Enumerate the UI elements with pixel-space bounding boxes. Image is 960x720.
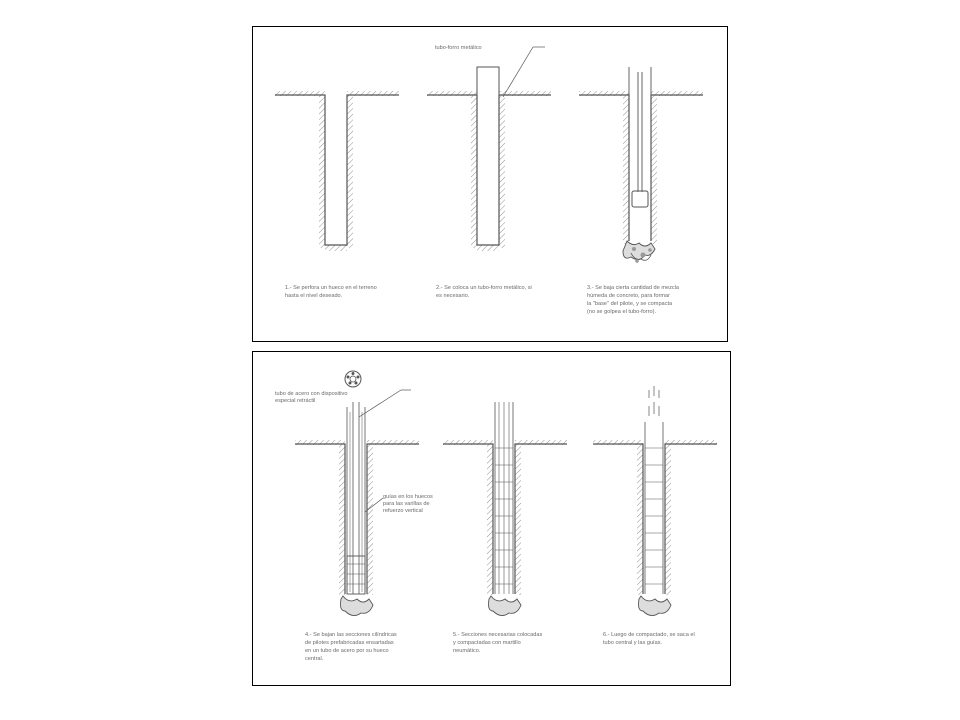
bottom-diagram [253,352,732,687]
step1-hole-drawing [275,91,399,251]
step5-caption-line2: y compactadas con martillo [453,640,521,646]
label-guides-line2: para las varillas de [383,501,430,507]
step2-casing-drawing [427,47,551,251]
label-tube-line2: especial retráctil [275,398,316,404]
top-panel [252,26,728,342]
step1-caption-line2: hasta el nivel deseado. [285,293,343,299]
step6-caption-line2: tubo central y las guías. [603,640,663,646]
step2-caption-line2: es necesario. [436,293,470,299]
step3-caption-line2: húmeda de concreto, para formar [587,293,671,299]
step4-caption-line4: central. [305,656,324,662]
tube-section-icon [345,371,361,387]
step5-compacted-drawing [443,402,567,616]
top-diagram [253,27,729,343]
step5-caption-line3: neumático. [453,648,481,654]
step4-caption-line3: en un tubo de acero por su hueco [305,648,389,654]
step1-caption-line1: 1.- Se perfora un hueco en el terreno [285,285,377,291]
label-guides-line1: guías en los huecos [383,494,433,500]
step3-caption-line4: (no se golpea el tubo-forro). [587,309,657,315]
step6-finished-drawing [593,386,717,616]
bottom-panel [252,351,731,686]
step2-caption-line1: 2.- Se coloca un tubo-forro metálico, si [436,285,532,291]
step6-caption-line1: 6.- Luego de compactado, se saca el [603,632,695,638]
top-captions [285,285,680,315]
step5-caption-line1: 5.- Secciones necesarias colocadas [453,632,543,638]
label-guides-line3: refuerzo vertical [383,508,423,514]
step3-base-drawing [579,67,703,263]
step4-caption-line2: de pilotes prefabricadas ensartadas [305,640,394,646]
step3-caption-line3: la "base" del pilote, y se compacta [587,301,673,307]
bottom-captions [305,632,695,662]
step3-caption-line1: 3.- Se baja cierta cantidad de mezcla [587,285,680,291]
label-casing: tubo-forro metálico [435,45,482,51]
step4-caption-line1: 4.- Se bajan las secciones cilíndricas [305,632,397,638]
label-tube-line1: tubo de acero con dispositivo [275,391,348,397]
